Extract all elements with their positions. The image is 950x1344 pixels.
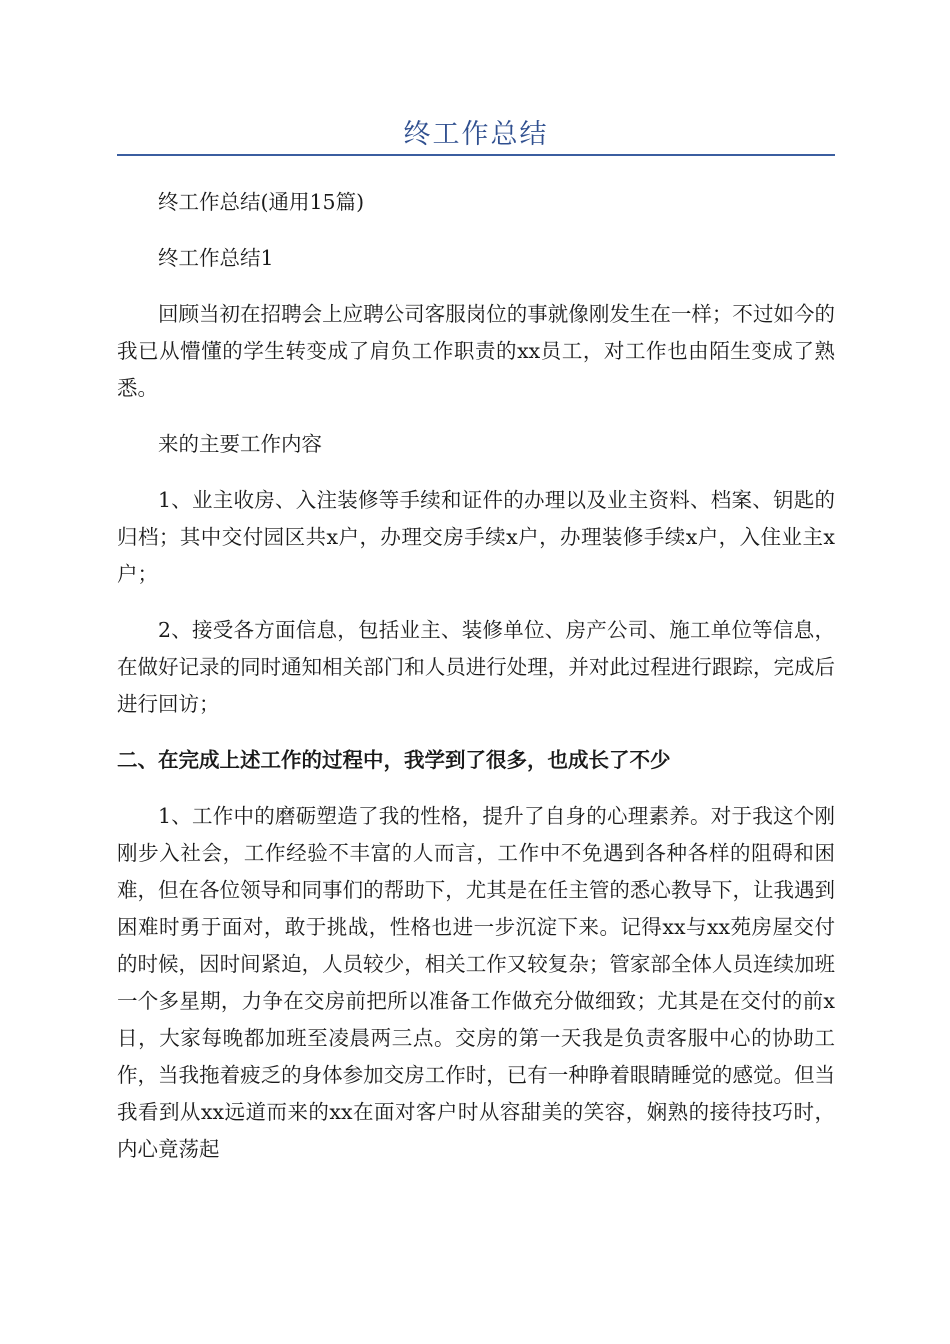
paragraph-growth: 1、工作中的磨砺塑造了我的性格，提升了自身的心理素养。对于我这个刚刚步入社会，工作经验不丰富的人而言，工作中不免遇到各种各样的阻碍和困难，但在各位领导和同事们的帮助下，尤其是在任主管的悉心教导下，让我遇到困难时勇于面对，敢于挑战，性格也进一步沉淀下来。记得xx与xx苑房屋交付的时候，因时间紧迫，人员较少，相关工作又较复杂；管家部全体人员连续加班一个多星期，力争在交房前把所以准备工作做充分做细致；尤其是在交付的前x日，大家每晚都加班至凌晨两三点。交房的第一天我是负责客服中心的协助工作，当我拖着疲乏的身体参加交房工作时，已有一种睁着眼睛睡觉的感觉。但当我看到从xx远道而来的xx在面对客户时从容甜美的笑容，娴熟的接待技巧时，内心竟荡起	[117, 804, 835, 1161]
paragraph-item-1: 1、业主收房、入注装修等手续和证件的办理以及业主资料、档案、钥匙的归档；其中交付园区共x户，办理交房手续x户，办理装修手续x户，入住业主x户；	[117, 488, 835, 586]
paragraph-intro: 回顾当初在招聘会上应聘公司客服岗位的事就像刚发生在一样；不过如今的我已从懵懂的学生转变成了肩负工作职责的xx员工，对工作也由陌生变成了熟悉。	[117, 302, 835, 400]
paragraph-work-content-heading: 来的主要工作内容	[158, 432, 322, 456]
paragraph-subtitle: 终工作总结(通用15篇)	[158, 190, 365, 214]
section-heading-two: 二、在完成上述工作的过程中，我学到了很多，也成长了不少	[117, 748, 671, 772]
paragraph-item-2: 2、接受各方面信息，包括业主、装修单位、房产公司、施工单位等信息，在做好记录的同时通知相关部门和人员进行处理，并对此过程进行跟踪，完成后进行回访；	[117, 618, 835, 716]
document-title: 终工作总结	[403, 119, 549, 150]
document-page	[117, 0, 835, 1168]
paragraph-section-label: 终工作总结1	[158, 246, 274, 270]
